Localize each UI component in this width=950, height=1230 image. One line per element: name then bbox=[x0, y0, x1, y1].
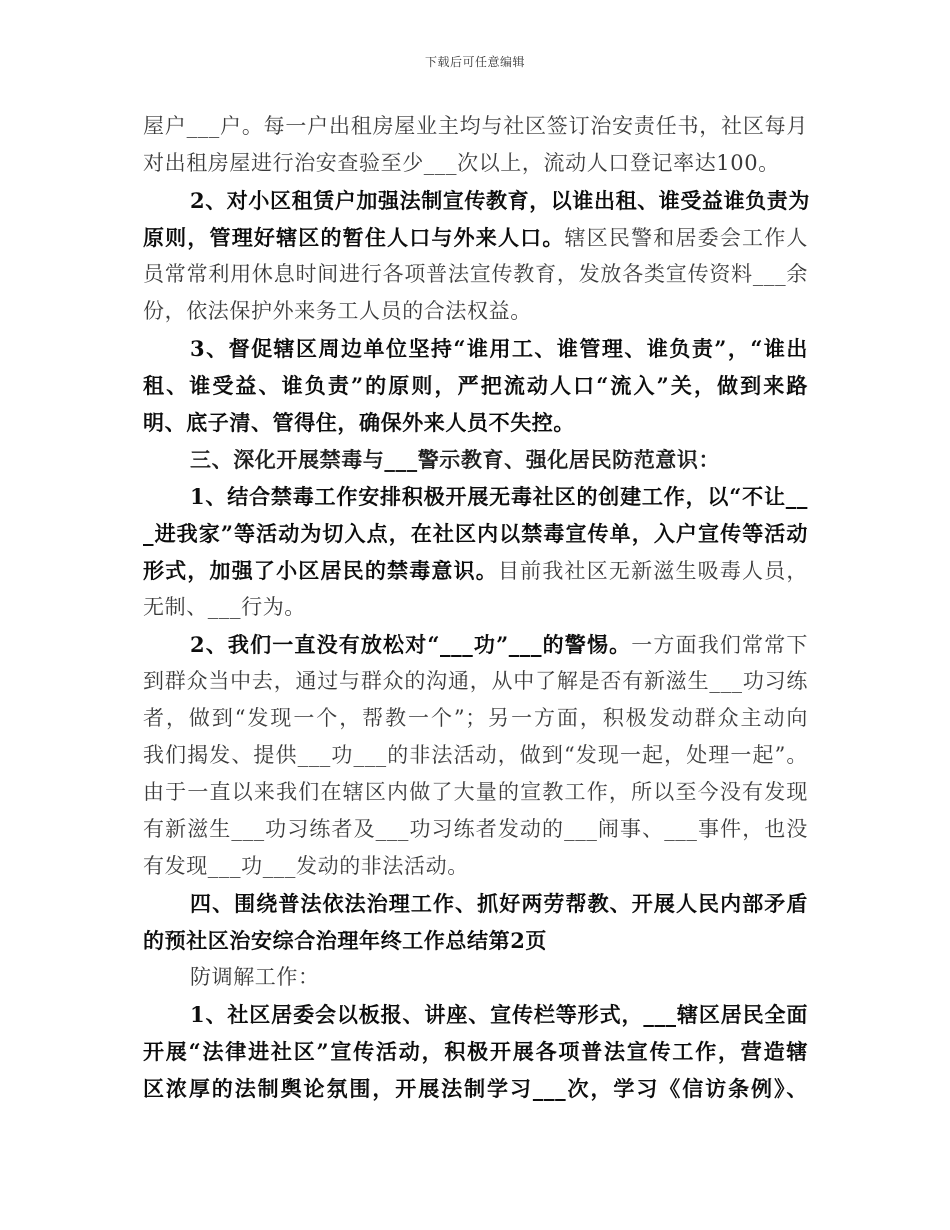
text-line bbox=[143, 811, 808, 848]
text-run: 开展“法律进社区”宣传活动，积极开展各项普法宣传工作，营造辖 bbox=[143, 1039, 808, 1064]
section-heading bbox=[143, 441, 808, 478]
text-line bbox=[143, 737, 808, 774]
document-body bbox=[143, 108, 811, 1107]
text-run: 3、督促辖区周边单位坚持“谁用工、谁管理、谁负责”，“谁出 bbox=[190, 336, 808, 361]
text-run: 1、社区居委会以板报、讲座、宣传栏等形式，___辖区居民全面 bbox=[190, 1002, 808, 1027]
text-line bbox=[143, 774, 808, 811]
text-line bbox=[143, 552, 808, 589]
text-line bbox=[143, 367, 808, 404]
text-run: 原则，管理好辖区的暂住人口与外来人口。 bbox=[143, 225, 565, 250]
text-line bbox=[143, 626, 808, 663]
text-line bbox=[143, 404, 808, 441]
text-run: 形式，加强了小区居民的禁毒意识。 bbox=[143, 558, 498, 583]
text-run: 三、深化开展禁毒与___警示教育、强化居民防范意识： bbox=[190, 447, 721, 472]
text-line bbox=[143, 330, 808, 367]
text-line bbox=[143, 959, 808, 996]
text-run: 由于一直以来我们在辖区内做了大量的宣教工作，所以至今没有发现 bbox=[143, 780, 808, 804]
text-line bbox=[143, 700, 808, 737]
text-line bbox=[143, 478, 808, 515]
text-line bbox=[143, 293, 808, 330]
text-run: 区浓厚的法制舆论氛围，开展法制学习___次，学习《信访条例》、 bbox=[143, 1076, 808, 1101]
text-run: _进我家”等活动为切入点，在社区内以禁毒宣传单，入户宣传等活动 bbox=[143, 521, 808, 546]
section-heading bbox=[143, 885, 808, 922]
text-line bbox=[143, 1070, 808, 1107]
text-run: 有新滋生___功习练者及___功习练者发动的___闹事、___事件，也没 bbox=[143, 817, 808, 841]
text-line bbox=[143, 848, 808, 885]
text-run: 一方面我们常常下 bbox=[631, 633, 808, 657]
text-run: 辖区民警和居委会工作人 bbox=[564, 226, 808, 250]
text-run: 有发现___功___发动的非法活动。 bbox=[143, 854, 469, 878]
text-run: 份，依法保护外来务工人员的合法权益。 bbox=[143, 299, 532, 323]
text-line bbox=[143, 219, 808, 256]
text-run: 屋户___户。每一户出租房屋业主均与社区签订治安责任书，社区每月 bbox=[143, 114, 808, 138]
text-line bbox=[143, 256, 808, 293]
text-line bbox=[143, 996, 808, 1033]
text-line bbox=[143, 1033, 808, 1070]
text-run: 我们揭发、提供___功___的非法活动，做到“发现一起，处理一起”。 bbox=[143, 743, 808, 767]
text-run: 目前我社区无新滋生吸毒人员， bbox=[497, 559, 808, 583]
text-line bbox=[143, 663, 808, 700]
text-run: 防调解工作： bbox=[190, 965, 320, 989]
text-line bbox=[143, 589, 808, 626]
text-run: 2、对小区租赁户加强法制宣传教育，以谁出租、谁受益谁负责为 bbox=[190, 188, 811, 213]
text-run: 员常常利用休息时间进行各项普法宣传教育，发放各类宣传资料___余 bbox=[143, 262, 808, 286]
text-line bbox=[143, 515, 808, 552]
text-line bbox=[143, 182, 811, 219]
text-run: 2、我们一直没有放松对“___功”___的警惕。 bbox=[190, 632, 632, 657]
text-run: 1、结合禁毒工作安排积极开展无毒社区的创建工作，以“不让__ bbox=[190, 484, 808, 509]
text-run: 明、底子清、管得住，确保外来人员不失控。 bbox=[143, 410, 575, 435]
text-run: 到群众当中去，通过与群众的沟通，从中了解是否有新滋生___功习练 bbox=[143, 669, 808, 693]
text-run: 租、谁受益、谁负责”的原则，严把流动人口“流入”关，做到来路 bbox=[143, 373, 808, 398]
page-header: 下载后可任意编辑 bbox=[424, 55, 525, 69]
text-run: 的预社区治安综合治理年终工作总结第2页 bbox=[143, 928, 548, 953]
text-line bbox=[143, 922, 808, 959]
text-run: 者，做到“发现一个，帮教一个”；另一方面，积极发动群众主动向 bbox=[143, 706, 808, 730]
text-run: 对出租房屋进行治安查验至少___次以上，流动人口登记率达100。 bbox=[143, 151, 780, 175]
text-run: 无制、___行为。 bbox=[143, 595, 306, 619]
text-line bbox=[143, 145, 808, 182]
text-run: 四、围绕普法依法治理工作、抓好两劳帮教、开展人民内部矛盾 bbox=[190, 891, 808, 916]
text-line bbox=[143, 108, 808, 145]
